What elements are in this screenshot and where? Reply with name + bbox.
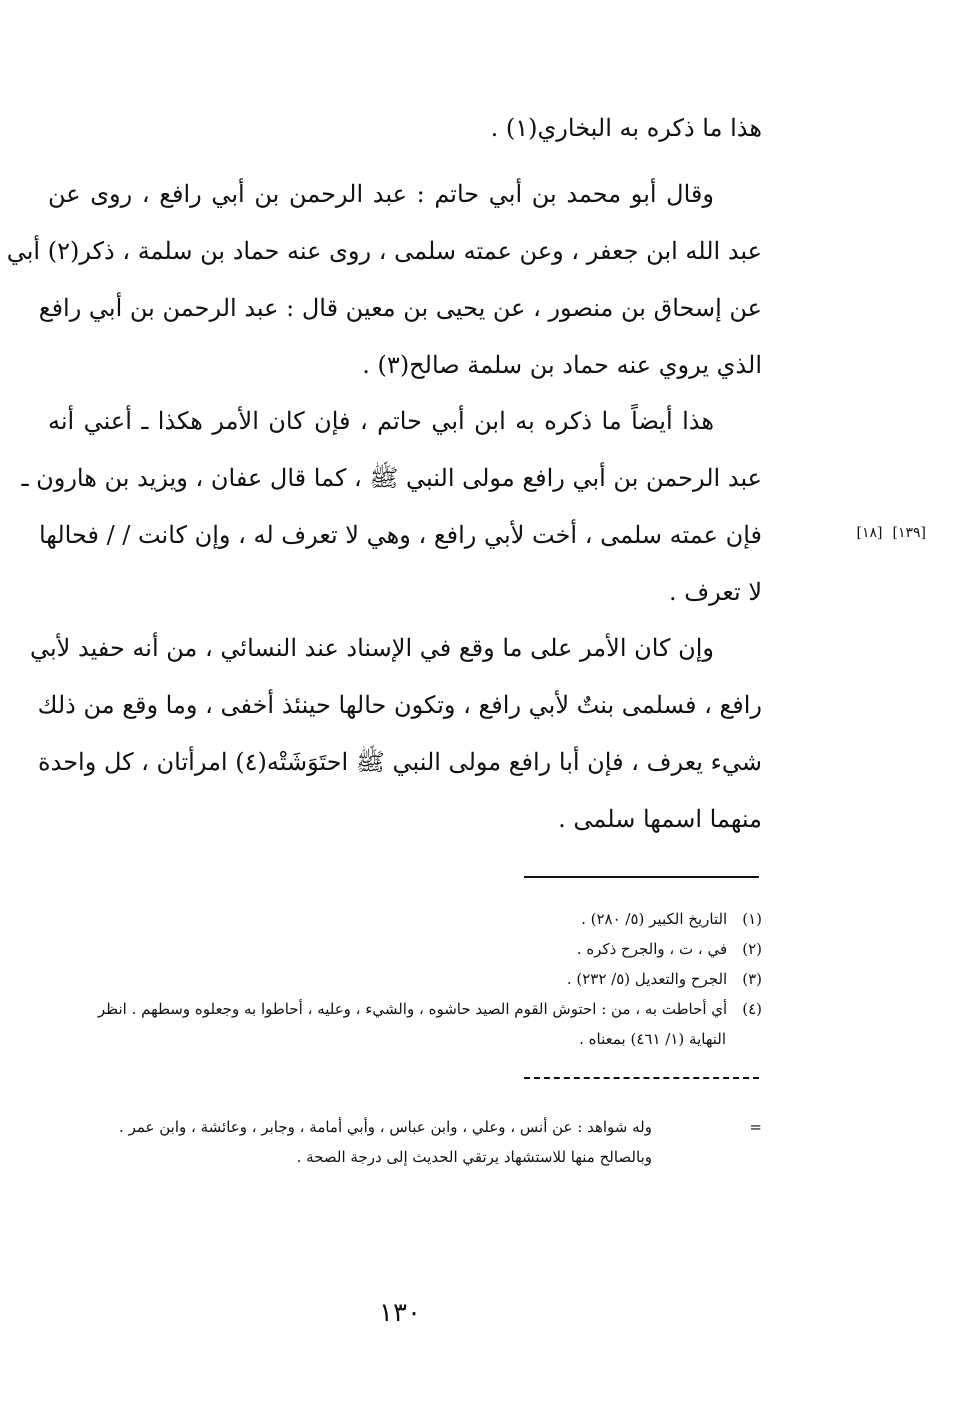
footnote-1 [50, 904, 762, 934]
paragraph-2 [6, 166, 762, 394]
text-line: رافع ، فسلمى بنتٌ لأبي رافع ، وتكون حالها حينئذ أخفى ، وما وقع من ذلك [37, 691, 762, 719]
footnote-2 [50, 934, 762, 964]
carryover-marker: = [749, 1118, 762, 1136]
page-number: ١٣٠ [379, 1298, 421, 1328]
footnote-text: الجرح والتعديل (٥/ ٢٣٢) . [566, 970, 728, 988]
text-line: وقال أبو محمد بن أبي حاتم : عبد الرحمن بن أبي رافع ، روى عن [48, 180, 714, 208]
text-line: عبد الله ابن جعفر ، وعن عمته سلمى ، روى عنه حماد بن سلمة ، ذكر(٢) أبي [6, 237, 762, 265]
footnote-text: أي أحاطت به ، من : احتوش القوم الصيد حاشوه ، والشيء ، وعليه ، أحاطوا به وجعلوه وسطهم . انظر [97, 1000, 728, 1018]
edition-page-ref: [١٨] [856, 525, 883, 541]
carryover-separator [524, 1077, 759, 1079]
footnote-3 [50, 964, 762, 994]
text-line: شيء يعرف ، فإن أبا رافع مولى النبي ﷺ احتَوَشَتْه(٤) امرأتان ، كل واحدة [38, 748, 762, 776]
text-line: هذا أيضاً ما ذكره به ابن أبي حاتم ، فإن كان الأمر هكذا ـ أعني أنه [48, 407, 714, 435]
carryover-line: وبالصالح منها للاستشهاد يرتقي الحديث إلى درجة الصحة . [296, 1148, 652, 1166]
text-line: لا تعرف . [669, 578, 762, 606]
footnote-number: (٢) [742, 940, 762, 958]
text-line: وإن كان الأمر على ما وقع في الإسناد عند النسائي ، من أنه حفيد لأبي [29, 634, 714, 662]
text-line: عن إسحاق بن منصور ، عن يحيى بن معين قال : عبد الرحمن بن أبي رافع [38, 294, 762, 322]
footnote-number: (١) [742, 910, 762, 928]
margin-reference [826, 523, 926, 543]
paragraph-4 [29, 620, 762, 848]
footnote-number: (٤) [742, 1000, 762, 1018]
carryover-footnote [60, 1112, 762, 1172]
carryover-line: وله شواهد : عن أنس ، وعلي ، وابن عباس ، وأبي أمامة ، وجابر ، وعائشة ، وابن عمر . [119, 1118, 652, 1136]
manuscript-folio-ref: [١٣٩] [892, 525, 926, 541]
footnote-text: التاريخ الكبير (٥/ ٢٨٠) . [581, 910, 728, 928]
footnote-separator [524, 876, 759, 878]
paragraph-3 [21, 393, 762, 621]
text-line: الذي يروي عنه حماد بن سلمة صالح(٣) . [362, 351, 762, 379]
text-line: هذا ما ذكره به البخاري(١) . [490, 114, 762, 142]
footnotes [50, 904, 762, 1054]
paragraph-1 [48, 100, 762, 157]
footnote-number: (٣) [742, 970, 762, 988]
footnote-4 [50, 994, 762, 1054]
text-line: منهما اسمها سلمى . [558, 805, 762, 833]
text-line: فإن عمته سلمى ، أخت لأبي رافع ، وهي لا تعرف له ، وإن كانت / / فحالها [38, 521, 762, 549]
footnote-text-continuation: النهاية (١/ ٤٦١) بمعناه . [579, 1030, 726, 1048]
footnote-text: في ، ت ، والجرح ذكره . [576, 940, 728, 958]
text-line: عبد الرحمن بن أبي رافع مولى النبي ﷺ ، كما قال عفان ، ويزيد بن هارون ـ [21, 464, 762, 492]
